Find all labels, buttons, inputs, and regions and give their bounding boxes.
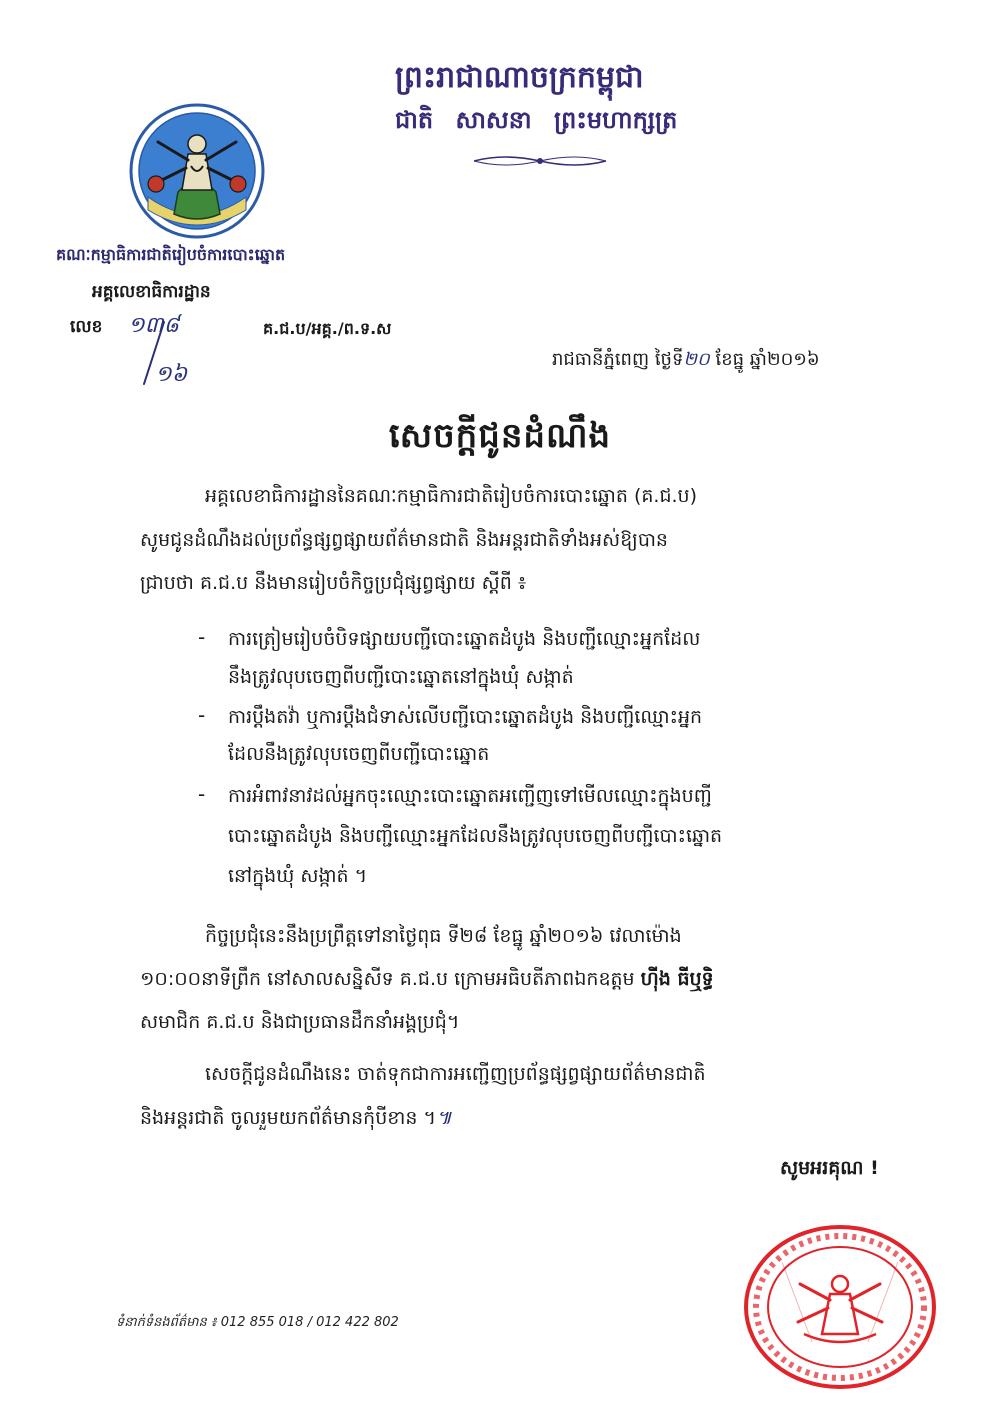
para1-line1: អគ្គលេខាធិការដ្ឋាននៃគណៈកម្មាធិការជាតិរៀបចំការបោះឆ្នោត (គ.ជ.ប): [205, 485, 698, 507]
bullet-dash: -: [198, 703, 206, 727]
para3-line1: សេចក្តីជូនដំណឹងនេះ ចាត់ទុកជាការអញ្ជើញប្រព័ន្ធផ្សព្វផ្សាយព័ត៌មានជាតិ: [205, 1063, 706, 1085]
para1-line3: ជ្រាបថា គ.ជ.ប នឹងមានរៀបចំកិច្ចប្រជុំផ្សព្វផ្សាយ ស្តីពី ៖: [140, 572, 527, 594]
department-name: អគ្គលេខាធិការដ្ឋាន: [92, 282, 211, 302]
reference-number: ១៣៨: [128, 313, 180, 338]
date-suffix: ខែធ្នូ ឆ្នាំ២០១៦: [715, 349, 820, 370]
closing-mark: ៕: [435, 1107, 452, 1129]
para2-line2: [140, 967, 714, 995]
nec-emblem-icon: [128, 102, 266, 240]
para2-line1: កិច្ចប្រជុំនេះនឹងប្រព្រឹត្តទៅនាថ្ងៃពុធ ទី២៨ ខែធ្នូ ឆ្នាំ២០១៦ វេលាម៉ោង: [205, 925, 682, 947]
national-motto: ជាតិ សាសនា ព្រះមហាក្សត្រ: [395, 106, 678, 134]
date-line: [552, 347, 820, 374]
para3-line2-text: និងអន្តរជាតិ ចូលរួមយកព័ត៌មានកុំបីខាន ។: [140, 1107, 436, 1129]
bullet-dash: -: [198, 782, 206, 806]
official-red-seal-icon: [742, 1222, 938, 1392]
chairperson-name: ហ៊ីង ធីឬទ្ធិ: [640, 968, 714, 990]
para3-line2: [140, 1106, 452, 1134]
kingdom-title: ព្រះរាជាណាចក្រកម្ពុជា: [395, 60, 644, 95]
date-prefix: រាជធានីភ្នំពេញ ថ្ងៃទី: [552, 349, 684, 370]
para2-line2-text: ១០:០០នាទីព្រឹក នៅសាលសន្និសីទ គ.ជ.ប ក្រោមអធិបតីភាពឯកឧត្តម: [140, 968, 635, 990]
reference-label: លេខ: [70, 317, 103, 337]
thanks-text: សូមអរគុណ !: [780, 1157, 879, 1179]
contact-info: ទំនាក់ទំនងព័ត៌មាន ៖ 012 855 018 / 012 422 802: [116, 1315, 399, 1330]
date-day: ២០: [683, 349, 710, 370]
bullet1-line1: ការត្រៀមរៀបចំបិទផ្សាយបញ្ជីបោះឆ្នោតដំបូង និងបញ្ជីឈ្មោះអ្នកដែល: [228, 628, 701, 650]
document-title: សេចក្តីជូនដំណឹង: [388, 416, 612, 456]
bullet-dash: -: [198, 625, 206, 649]
reference-code: គ.ជ.ប/អគ្គ./ព.ទ.ស: [263, 319, 392, 338]
bullet3-line3: នៅក្នុងឃុំ សង្កាត់ ។: [228, 865, 368, 887]
bullet1-line2: នឹងត្រូវលុបចេញពីបញ្ជីបោះឆ្នោតនៅក្នុងឃុំ សង្កាត់: [228, 666, 574, 688]
bullet3-line1: ការអំពាវនាវដល់អ្នកចុះឈ្មោះបោះឆ្នោតអញ្ជើញទៅមើលឈ្មោះក្នុងបញ្ជី: [228, 785, 712, 807]
para1-line2: សូមជូនដំណឹងដល់ប្រព័ន្ធផ្សព្វផ្សាយព័ត៌មានជាតិ និងអន្តរជាតិទាំងអស់ឱ្យបាន: [140, 529, 668, 551]
bullet2-line1: ការប្តឹងតវ៉ា ឬការប្តឹងជំទាស់លើបញ្ជីបោះឆ្នោតដំបូង និងបញ្ជីឈ្មោះអ្នក: [228, 706, 703, 728]
bullet3-line2: បោះឆ្នោតដំបូង និងបញ្ជីឈ្មោះអ្នកដែលនឹងត្រូវលុបចេញពីបញ្ជីបោះឆ្នោត: [228, 825, 723, 847]
reference-year: ១៦: [155, 362, 188, 387]
bullet2-line2: ដែលនឹងត្រូវលុបចេញពីបញ្ជីបោះឆ្នោត: [228, 743, 490, 765]
para2-line3: សមាជិក គ.ជ.ប និងជាប្រធានដឹកនាំអង្គប្រជុំ។: [140, 1011, 460, 1033]
organization-name: គណៈកម្មាធិការជាតិរៀបចំការបោះឆ្នោត: [56, 245, 286, 264]
decorative-divider-icon: [470, 152, 610, 170]
